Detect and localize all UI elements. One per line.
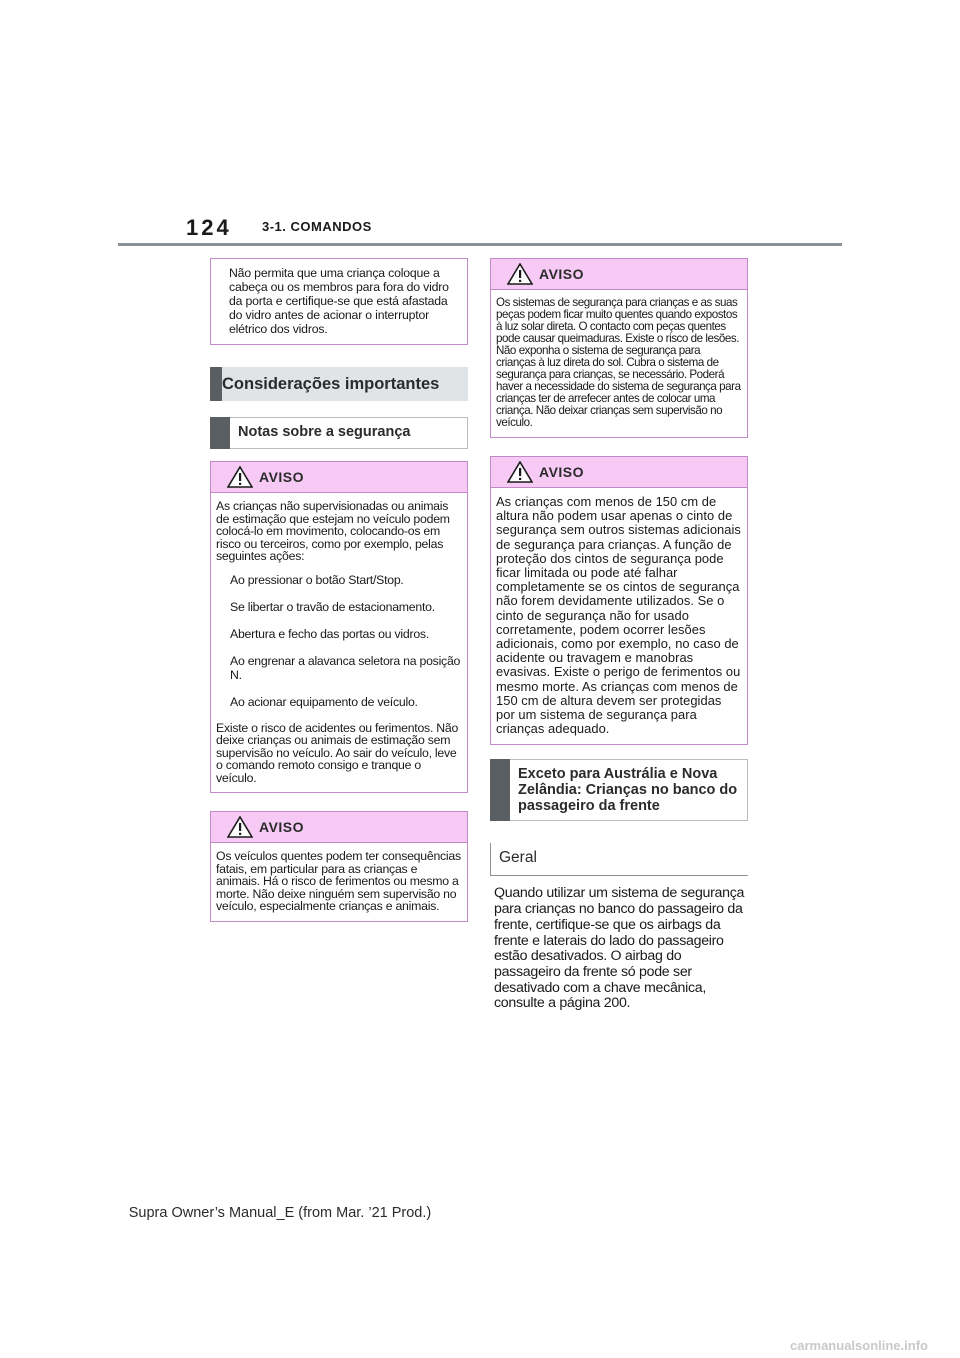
section-title: 3-1. COMANDOS: [262, 219, 372, 234]
list-item: Ao acionar equipamento de veículo.: [230, 694, 418, 709]
warning-body: [491, 290, 747, 437]
header-rule: [118, 243, 842, 246]
subsection-heading: [490, 843, 748, 876]
warning-box-3: [490, 258, 748, 438]
warning-triangle-icon: [507, 263, 533, 285]
watermark: carmanualsonline.info: [790, 1338, 928, 1353]
page-number: 124: [186, 215, 232, 240]
sub-heading-text: Exceto para Austrália e Nova Zelândia: Crianças no banco do passageiro da frente: [518, 766, 738, 815]
left-column: [210, 258, 468, 922]
warning-text: Os veículos quentes podem ter consequências fatais, em particular para as crianças e animais. Há o risco de ferimentos ou mesmo a morte. Não deixe ninguém sem supervisão no veículo, especialmente crianças e animais.: [216, 849, 461, 913]
warning-text: Os sistemas de segurança para crianças e as suas peças podem ficar muito quentes quando expostos à luz solar direta. O contacto com peças quentes pode causar queimaduras. Existe o risco de lesões. Não exponha o sistema de segurança para crianças à luz direta do sol. Cubra o sistema de segurança para crianças, se necessário. Poderá haver a necessidade do sistema de segurança para crianças ter de arrefecer antes de colocar uma criança. Não deixar crianças sem supervisão no veículo.: [496, 296, 741, 429]
warning-label: AVISO: [539, 464, 585, 480]
list-item: Abertura e fecho das portas ou vidros.: [230, 626, 429, 641]
subsection-heading-text: Geral: [499, 849, 537, 867]
right-column: [490, 258, 748, 1012]
warning-header: [211, 812, 467, 843]
warning-triangle-icon: [227, 816, 253, 838]
warning-intro: As crianças não supervisionadas ou animais de estimação que estejam no veículo podem colocá-lo em movimento, colocando-os em risco ou terceiros, como por exemplo, pelas seguintes ações:: [216, 499, 450, 563]
warning-body: [491, 488, 747, 744]
sub-heading-text: Notas sobre a segurança: [238, 424, 411, 440]
warning-body: [211, 493, 467, 792]
warning-box-4: [490, 456, 748, 745]
warning-label: AVISO: [259, 819, 305, 835]
footer-text: Supra Owner’s Manual_E (from Mar. ’21 Prod.): [128, 1205, 432, 1221]
warning-triangle-icon: [227, 466, 253, 488]
warning-body: [211, 843, 467, 921]
heading-bar: [210, 417, 230, 449]
intro-note-text: Não permita que uma criança coloque a cabeça ou os membros para fora do vidro da porta e certifique-se que está afastada do vidro antes de acionar o interruptor elétrico dos vidros.: [229, 266, 449, 336]
list-item: Ao engrenar a alavanca seletora na posição N.: [230, 653, 461, 682]
warning-header: [491, 259, 747, 290]
list-item: Ao pressionar o botão Start/Stop.: [230, 572, 404, 587]
main-heading: [210, 367, 468, 401]
list-item: Se libertar o travão de estacionamento.: [230, 599, 435, 614]
warning-outro: Existe o risco de acidentes ou ferimentos. Não deixe crianças ou animais de estimação sem supervisão no veículo. Ao sair do veículo, leve o comando remoto consigo e tranque o veículo.: [216, 720, 459, 785]
warning-text: As crianças com menos de 150 cm de altura não podem usar apenas o cinto de segurança sem outros sistemas adicionais de segurança para crianças. A função de proteção dos cintos de segurança pode ficar limitada ou pode até falhar completamente se os cintos de segurança não forem devidamente utilizados. Se o cinto de segurança não for usado corretamente, podem ocorrer lesões adicionais, como por exemplo, no caso de acidente ou travagem e manobras evasivas. Existe o perigo de ferimentos ou mesmo morte. As crianças com menos de 150 cm de altura devem ser protegidas por um sistema de segurança para crianças adequado.: [496, 494, 741, 737]
warning-box-1: [210, 461, 468, 793]
intro-note: [210, 258, 468, 345]
body-paragraph: Quando utilizar um sistema de segurança para crianças no banco do passageiro da frente, certifique-se que os airbags da frente e laterais do lado do passageiro estão desativados. O airbag do passageiro da frente só pode ser desativado com a chave mecânica, consulte a página 200.: [494, 885, 745, 1012]
warning-header: [211, 462, 467, 493]
heading-bar: [490, 759, 510, 821]
warning-label: AVISO: [539, 266, 585, 282]
warning-triangle-icon: [507, 461, 533, 483]
sub-heading-passenger: [490, 759, 748, 821]
warning-box-2: [210, 811, 468, 922]
warning-label: AVISO: [259, 469, 305, 485]
sub-heading: [210, 417, 468, 449]
warning-header: [491, 457, 747, 488]
main-heading-text: Considerações importantes: [222, 375, 440, 393]
warning-list: [216, 573, 461, 709]
footer: [0, 1205, 960, 1221]
